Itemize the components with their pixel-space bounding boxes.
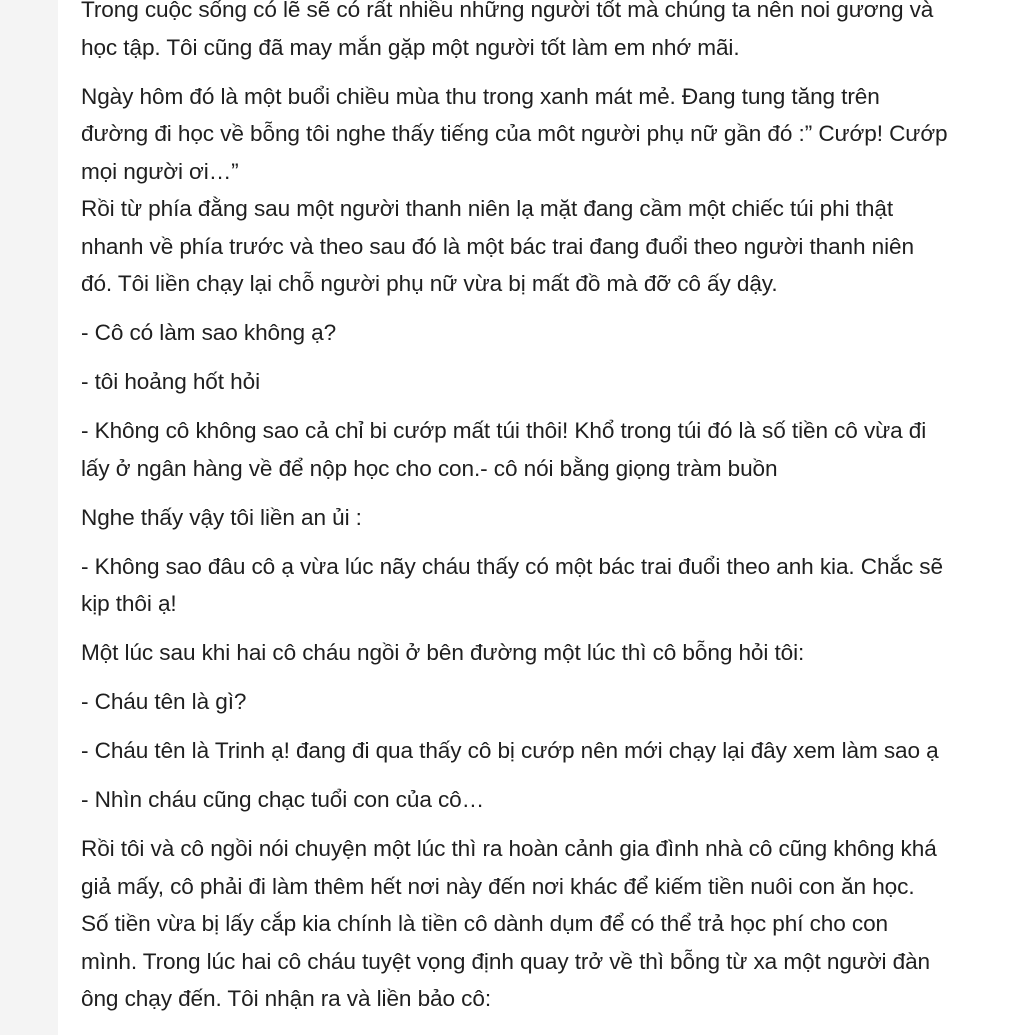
- text-line: đường đi học về bỗng tôi nghe thấy tiếng của môt người phụ nữ gần đó :” Cướp! Cướp: [81, 121, 948, 146]
- text-line: - tôi hoảng hốt hỏi: [81, 369, 260, 394]
- left-margin-bar: [0, 0, 58, 1035]
- paragraph: [81, 190, 1019, 303]
- text-line: Nghe thấy vậy tôi liền an ủi :: [81, 504, 362, 530]
- text-line: Rồi tôi và cô ngồi nói chuyện một lúc thì ra hoàn cảnh gia đình nhà cô cũng không khá: [81, 836, 937, 861]
- text-line: - Cháu tên là gì?: [81, 689, 247, 714]
- text-line: Rồi từ phía đằng sau một người thanh niên lạ mặt đang cầm một chiếc túi phi thật: [81, 196, 893, 221]
- text-line: - Cháu tên là Trinh ạ! đang đi qua thấy cô bị cướp nên mới chạy lại đây xem làm sao ạ: [81, 738, 939, 763]
- text-line: ông chạy đến. Tôi nhận ra và liền bảo cô:: [81, 986, 491, 1011]
- paragraph: [81, 0, 1019, 66]
- text-line: nhanh về phía trước và theo sau đó là một bác trai đang đuổi theo người thanh niên: [81, 233, 914, 259]
- text-line: Một lúc sau khi hai cô cháu ngồi ở bên đường một lúc thì cô bỗng hỏi tôi:: [81, 640, 805, 665]
- text-line: - Không cô không sao cả chỉ bi cướp mất túi thôi! Khổ trong túi đó là số tiền cô vừa đi: [81, 418, 927, 443]
- text-line: kịp thôi ạ!: [81, 591, 177, 616]
- paragraph: [81, 781, 1019, 819]
- text-line: Ngày hôm đó là một buổi chiều mùa thu trong xanh mát mẻ. Đang tung tăng trên: [81, 83, 880, 109]
- text-line: giả mấy, cô phải đi làm thêm hết nơi này đến nơi khác để kiếm tiền nuôi con ăn học.: [81, 873, 915, 899]
- paragraph: [81, 683, 1019, 721]
- paragraph: [81, 830, 1019, 1018]
- text-line: Trong cuộc sống có lẽ sẽ có rất nhiều những người tốt mà chúng ta nên noi gương và: [81, 0, 934, 22]
- text-line: Số tiền vừa bị lấy cắp kia chính là tiền cô dành dụm để có thể trả học phí cho con: [81, 911, 888, 936]
- text-line: - Cô có làm sao không ạ?: [81, 320, 337, 345]
- paragraph: [81, 499, 1019, 537]
- text-line: - Không sao đâu cô ạ vừa lúc nãy cháu thấy có một bác trai đuổi theo anh kia. Chắc sẽ: [81, 553, 943, 579]
- text-line: học tập. Tôi cũng đã may mắn gặp một người tốt làm em nhớ mãi.: [81, 34, 740, 60]
- paragraph: [81, 78, 1019, 191]
- paragraph: [81, 548, 1019, 623]
- text-line: đó. Tôi liền chạy lại chỗ người phụ nữ vừa bị mất đồ mà đỡ cô ấy dậy.: [81, 271, 778, 296]
- text-line: mọi người ơi…”: [81, 158, 239, 184]
- article-body: [81, 0, 1019, 1029]
- paragraph: [81, 412, 1019, 487]
- text-line: lấy ở ngân hàng về để nộp học cho con.- cô nói bằng giọng tràm buồn: [81, 455, 778, 481]
- paragraph: [81, 634, 1019, 672]
- paragraph: [81, 314, 1019, 352]
- paragraph: [81, 363, 1019, 401]
- text-line: mình. Trong lúc hai cô cháu tuyệt vọng định quay trở về thì bỗng từ xa một người đàn: [81, 948, 931, 974]
- text-line: - Nhìn cháu cũng chạc tuổi con của cô…: [81, 787, 485, 812]
- paragraph: [81, 732, 1019, 770]
